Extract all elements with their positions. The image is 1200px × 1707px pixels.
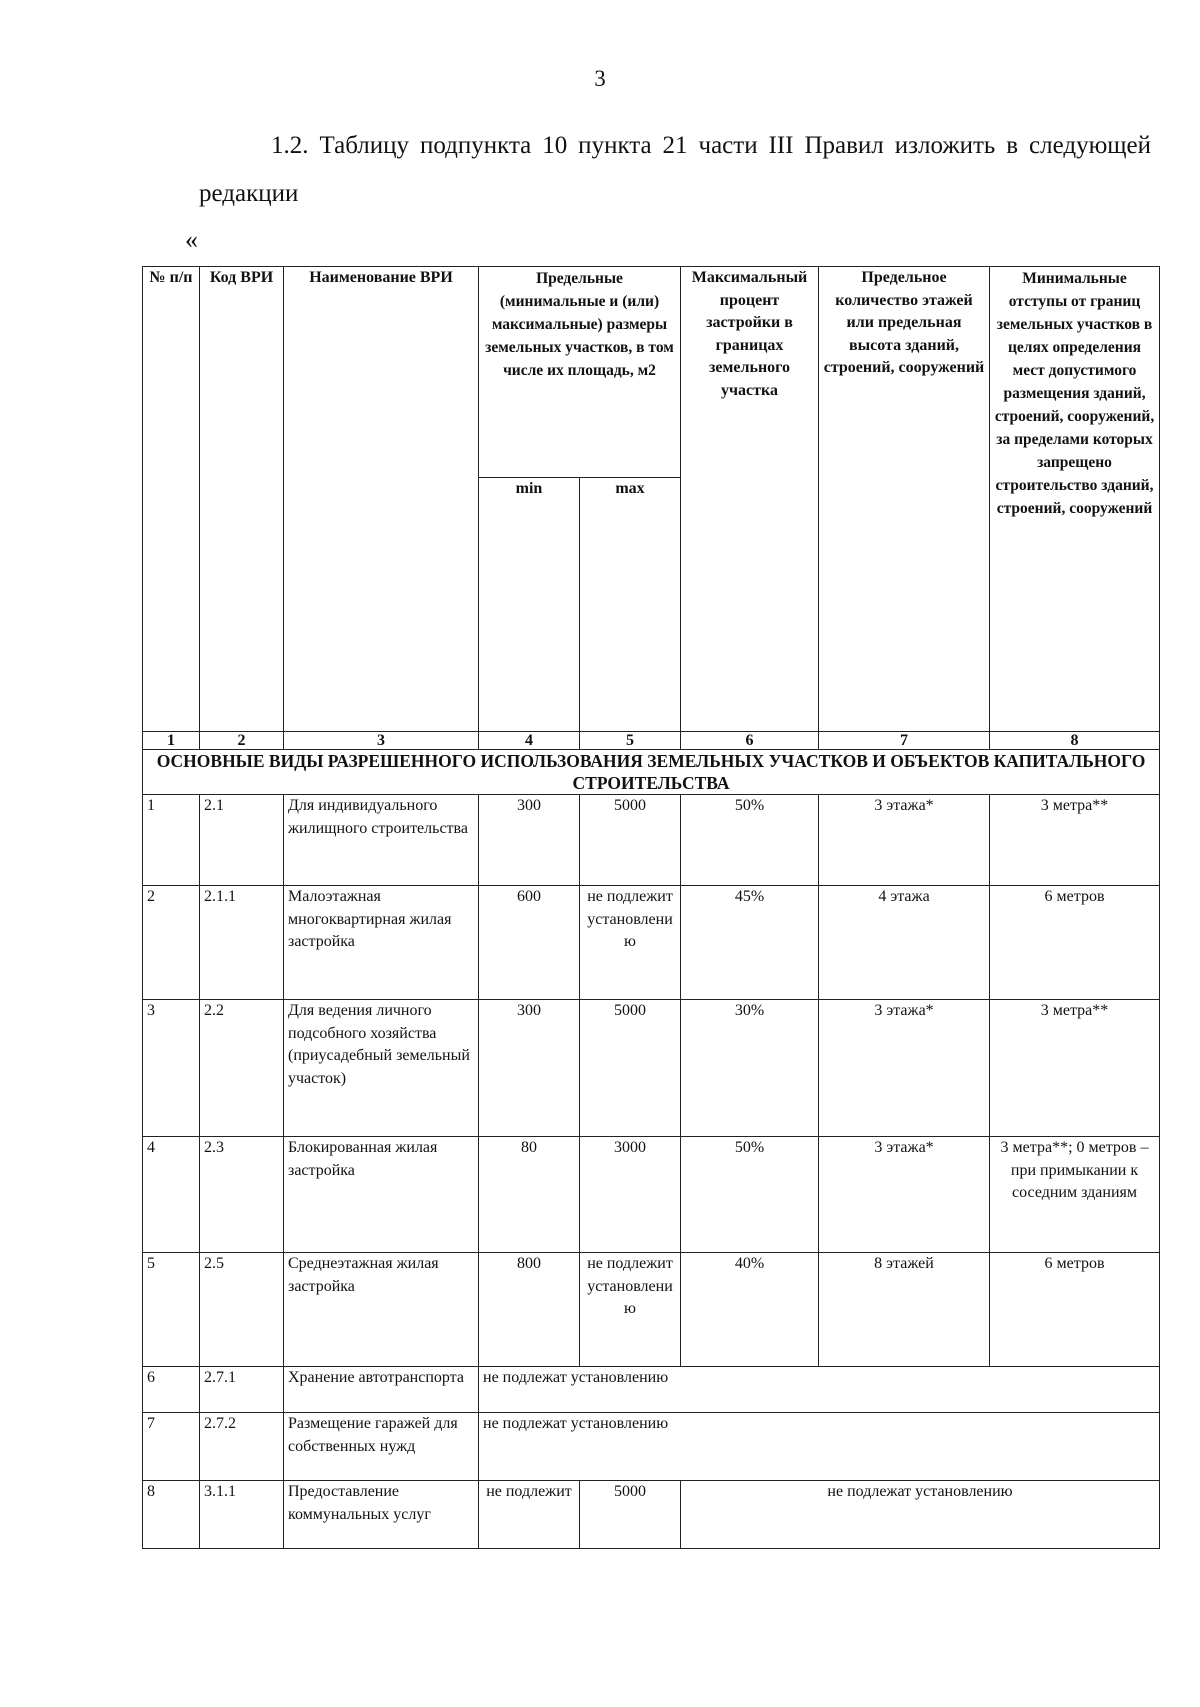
intro-paragraph: 1.2. Таблицу подпункта 10 пункта 21 части III Правил изложить в следующей редакции: [199, 132, 1151, 207]
land-use-rules-table: [142, 266, 1160, 1549]
row-code: 2.7.1: [200, 1367, 284, 1413]
row-name: Предоставление коммунальных услуг: [284, 1481, 479, 1549]
header-setbacks: Минимальные отступы от границ земельных участков в целях определения мест допустимого размещения зданий, строений, сооружений, за пределами которых запрещено строительство зданий, строений, сооружений: [990, 267, 1160, 732]
row-max: 5000: [580, 795, 681, 886]
column-numbers-row: [143, 732, 1160, 750]
row-num: 1: [143, 795, 200, 886]
row-min: 600: [479, 886, 580, 1000]
row-name: Хранение автотранспорта: [284, 1367, 479, 1413]
row-code: 2.1: [200, 795, 284, 886]
row-max: не подлежит установлению: [580, 1253, 681, 1367]
row-code: 3.1.1: [200, 1481, 284, 1549]
row-setback: 6 метров: [990, 1253, 1160, 1367]
row-setback: 3 метра**; 0 метров – при примыкании к соседним зданиям: [990, 1137, 1160, 1253]
row-floors: 3 этажа*: [819, 795, 990, 886]
section-row: [143, 750, 1160, 795]
header-plot-size: Предельные (минимальные и (или) максимальные) размеры земельных участков, в том числе их площадь, м2: [479, 267, 681, 478]
header-max: max: [580, 478, 681, 732]
row-min: 80: [479, 1137, 580, 1253]
column-number: 1: [143, 732, 200, 750]
section-title: ОСНОВНЫЕ ВИДЫ РАЗРЕШЕННОГО ИСПОЛЬЗОВАНИЯ ЗЕМЕЛЬНЫХ УЧАСТКОВ И ОБЪЕКТОВ КАПИТАЛЬНОГО СТРОИТЕЛЬСТВА: [143, 750, 1160, 795]
column-number: 4: [479, 732, 580, 750]
header-code: Код ВРИ: [200, 267, 284, 732]
header-row: [143, 267, 1160, 478]
row-merged-note: не подлежат установлению: [681, 1481, 1160, 1549]
row-num: 7: [143, 1413, 200, 1481]
row-min: 800: [479, 1253, 580, 1367]
row-max: не подлежит установлению: [580, 886, 681, 1000]
row-min: 300: [479, 1000, 580, 1137]
column-number: 2: [200, 732, 284, 750]
row-floors: 8 этажей: [819, 1253, 990, 1367]
row-setback: 3 метра**: [990, 1000, 1160, 1137]
page-number: 3: [594, 66, 606, 91]
table-row: [143, 1413, 1160, 1481]
header-name: Наименование ВРИ: [284, 267, 479, 732]
row-setback: 6 метров: [990, 886, 1160, 1000]
table-row: [143, 795, 1160, 886]
row-num: 3: [143, 1000, 200, 1137]
header-min: min: [479, 478, 580, 732]
row-num: 8: [143, 1481, 200, 1549]
row-merged-note: не подлежат установлению: [479, 1413, 1160, 1481]
table-row: [143, 1253, 1160, 1367]
row-percent: 45%: [681, 886, 819, 1000]
table-row: [143, 1367, 1160, 1413]
row-name: Размещение гаражей для собственных нужд: [284, 1413, 479, 1481]
row-merged-note: не подлежат установлению: [479, 1367, 1160, 1413]
row-code: 2.3: [200, 1137, 284, 1253]
table-row: [143, 1481, 1160, 1549]
row-name: Среднеэтажная жилая застройка: [284, 1253, 479, 1367]
column-number: 8: [990, 732, 1160, 750]
header-num: № п/п: [143, 267, 200, 732]
table-row: [143, 1137, 1160, 1253]
row-percent: 40%: [681, 1253, 819, 1367]
row-min: не подлежит: [479, 1481, 580, 1549]
row-name: Для ведения личного подсобного хозяйства (приусадебный земельный участок): [284, 1000, 479, 1137]
row-name: Для индивидуального жилищного строительства: [284, 795, 479, 886]
header-max-percent: Максимальный процент застройки в границах земельного участка: [681, 267, 819, 732]
column-number: 7: [819, 732, 990, 750]
row-percent: 50%: [681, 1137, 819, 1253]
row-code: 2.7.2: [200, 1413, 284, 1481]
row-max: 5000: [580, 1481, 681, 1549]
row-code: 2.1.1: [200, 886, 284, 1000]
row-floors: 4 этажа: [819, 886, 990, 1000]
row-name: Блокированная жилая застройка: [284, 1137, 479, 1253]
header-floors: Предельное количество этажей или предельная высота зданий, строений, сооружений: [819, 267, 990, 732]
row-min: 300: [479, 795, 580, 886]
row-code: 2.5: [200, 1253, 284, 1367]
row-floors: 3 этажа*: [819, 1000, 990, 1137]
row-num: 2: [143, 886, 200, 1000]
row-num: 6: [143, 1367, 200, 1413]
row-max: 5000: [580, 1000, 681, 1137]
row-setback: 3 метра**: [990, 795, 1160, 886]
table-row: [143, 886, 1160, 1000]
opening-quote: «: [185, 225, 198, 254]
row-code: 2.2: [200, 1000, 284, 1137]
row-max: 3000: [580, 1137, 681, 1253]
row-percent: 50%: [681, 795, 819, 886]
row-name: Малоэтажная многоквартирная жилая застройка: [284, 886, 479, 1000]
row-num: 4: [143, 1137, 200, 1253]
column-number: 3: [284, 732, 479, 750]
row-num: 5: [143, 1253, 200, 1367]
column-number: 6: [681, 732, 819, 750]
column-number: 5: [580, 732, 681, 750]
row-percent: 30%: [681, 1000, 819, 1137]
row-floors: 3 этажа*: [819, 1137, 990, 1253]
table-row: [143, 1000, 1160, 1137]
